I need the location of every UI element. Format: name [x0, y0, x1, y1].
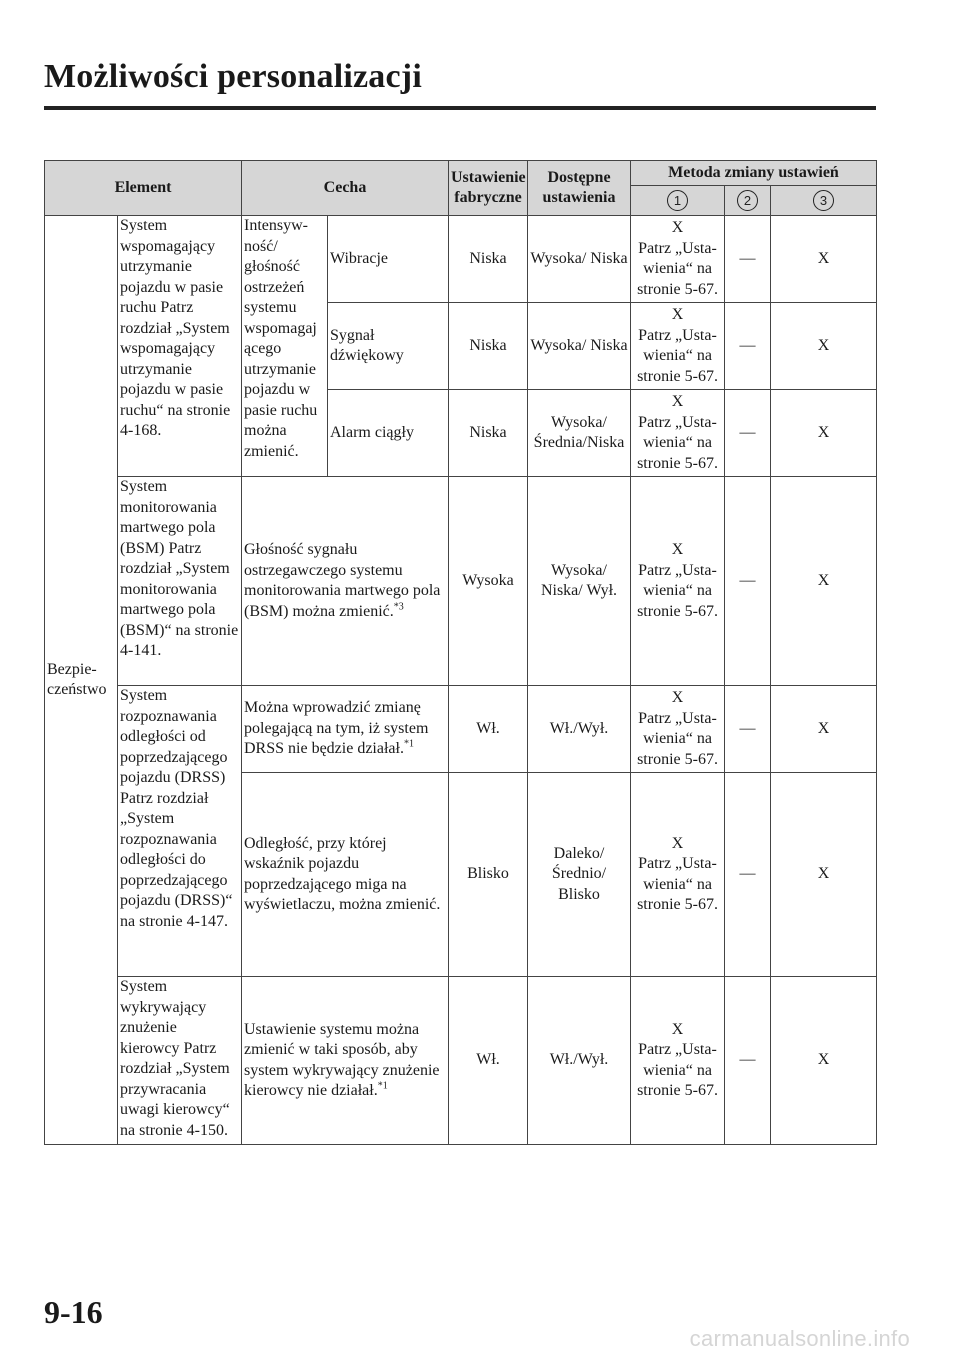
method-1-mark: X	[671, 541, 684, 558]
method-3-cell: X	[771, 216, 877, 303]
circled-number-2-icon: 2	[737, 190, 758, 211]
method-3-cell: X	[771, 773, 877, 977]
feature-group-lda: Intensyw- ność/ głośność ostrzeżeń systemu wspomagaj ącego utrzymanie pojazdu w pasie ruchu można zmienić.	[242, 216, 328, 477]
element-driver-attention: System wykrywający znużenie kierowcy Patrz rozdział „System przywracania uwagi kierowcy“ na stronie 4-150.	[118, 977, 242, 1145]
method-1-reference: Patrz „Usta- wienia“ na stronie 5-67.	[637, 326, 718, 385]
method-1-mark: X	[671, 219, 684, 236]
feature-cell	[242, 977, 449, 1145]
method-1-cell	[631, 303, 725, 390]
method-1-cell	[631, 477, 725, 686]
footnote-mark: *1	[377, 1080, 388, 1092]
header-feature: Cecha	[242, 161, 449, 216]
method-3-cell: X	[771, 977, 877, 1145]
method-3-cell: X	[771, 390, 877, 477]
available-cell: Wysoka/ Niska/ Wył.	[528, 477, 631, 686]
header-method-3	[771, 186, 877, 216]
method-1-reference: Patrz „Usta- wienia“ na stronie 5-67.	[637, 1041, 718, 1099]
factory-cell: Wł.	[449, 977, 528, 1145]
circled-number-3-icon: 3	[813, 190, 834, 211]
method-1-mark: X	[671, 834, 684, 852]
method-1-reference: Patrz „Usta- wienia“ na stronie 5-67.	[637, 413, 718, 472]
header-method-2	[725, 186, 771, 216]
factory-cell: Niska	[449, 216, 528, 303]
method-3-cell: X	[771, 477, 877, 686]
method-1-cell	[631, 977, 725, 1145]
header-change-method: Metoda zmiany ustawień	[631, 161, 877, 186]
available-cell: Wł./Wył.	[528, 686, 631, 773]
feature-cell: Alarm ciągły	[328, 390, 449, 477]
feature-cell: Odległość, przy której wskaźnik pojazdu poprzedzającego miga na wyświetlaczu, można zmienić.	[242, 773, 449, 977]
feature-cell: Wibracje	[328, 216, 449, 303]
title-rule	[44, 106, 876, 110]
factory-cell: Blisko	[449, 773, 528, 977]
method-1-cell	[631, 773, 725, 977]
method-2-cell: —	[725, 773, 771, 977]
header-available-settings: Dostępne ustawienia	[528, 161, 631, 216]
method-1-cell	[631, 390, 725, 477]
table-row	[45, 216, 877, 303]
feature-cell	[242, 477, 449, 686]
element-lda: System wspomagający utrzymanie pojazdu w pasie ruchu Patrz rozdział „System wspomagający utrzymanie pojazdu w pasie ruchu“ na stronie 4-168.	[118, 216, 242, 477]
method-2-cell: —	[725, 477, 771, 686]
watermark: carmanualsonline.info	[689, 1326, 910, 1351]
method-1-reference: Patrz „Usta- wienia“ na stronie 5-67.	[637, 239, 718, 298]
method-1-mark: X	[671, 393, 684, 410]
table-row	[45, 477, 877, 686]
factory-cell: Niska	[449, 303, 528, 390]
method-1-cell	[631, 216, 725, 303]
page-title: Możliwości personalizacji	[44, 58, 422, 95]
method-1-mark: X	[671, 1020, 684, 1038]
available-cell: Daleko/ Średnio/ Blisko	[528, 773, 631, 977]
category-cell: Bezpie- czeństwo	[45, 216, 118, 1145]
page-number: 9-16	[44, 1294, 103, 1330]
element-drss: System rozpoznawania odległości od poprzedzającego pojazdu (DRSS) Patrz rozdział „System rozpoznawania odległości do poprzedzającego pojazdu (DRSS)“ na stronie 4-147.	[118, 686, 242, 977]
method-1-reference: Patrz „Usta- wienia“ na stronie 5-67.	[637, 709, 718, 768]
header-method-1	[631, 186, 725, 216]
method-1-reference: Patrz „Usta- wienia“ na stronie 5-67.	[637, 561, 718, 620]
method-2-cell: —	[725, 303, 771, 390]
method-2-cell: —	[725, 216, 771, 303]
factory-cell: Wysoka	[449, 477, 528, 686]
feature-cell	[242, 686, 449, 773]
method-2-cell: —	[725, 390, 771, 477]
feature-cell: Sygnał dźwiękowy	[328, 303, 449, 390]
table-row	[45, 977, 877, 1145]
method-1-mark: X	[671, 306, 684, 323]
available-cell: Wł./Wył.	[528, 977, 631, 1145]
factory-cell: Niska	[449, 390, 528, 477]
header-element: Element	[45, 161, 242, 216]
feature-text: Można wprowadzić zmianę polegającą na tym, iż system DRSS nie będzie działał.	[244, 699, 429, 758]
feature-text: Ustawienie systemu można zmienić w taki sposób, aby system wykrywający znużenie kierowcy nie działał.	[244, 1020, 440, 1099]
method-1-cell	[631, 686, 725, 773]
footnote-mark: *1	[403, 738, 414, 750]
available-cell: Wysoka/ Średnia/Niska	[528, 390, 631, 477]
method-1-mark: X	[671, 689, 684, 706]
method-3-cell: X	[771, 303, 877, 390]
method-1-reference: Patrz „Usta- wienia“ na stronie 5-67.	[637, 855, 718, 913]
footnote-mark: *3	[393, 601, 404, 613]
available-cell: Wysoka/ Niska	[528, 303, 631, 390]
method-3-cell: X	[771, 686, 877, 773]
method-2-cell: —	[725, 686, 771, 773]
header-factory-setting: Ustawienie fabryczne	[449, 161, 528, 216]
circled-number-1-icon: 1	[667, 190, 688, 211]
settings-table	[44, 160, 877, 1145]
factory-cell: Wł.	[449, 686, 528, 773]
available-cell: Wysoka/ Niska	[528, 216, 631, 303]
table-row	[45, 686, 877, 773]
element-bsm: System monitorowania martwego pola (BSM) Patrz rozdział „System monitorowania martwego pola (BSM)“ na stronie 4-141.	[118, 477, 242, 686]
method-2-cell: —	[725, 977, 771, 1145]
feature-text: Głośność sygnału ostrzegawczego systemu monitorowania martwego pola (BSM) można zmienić.	[244, 541, 441, 620]
